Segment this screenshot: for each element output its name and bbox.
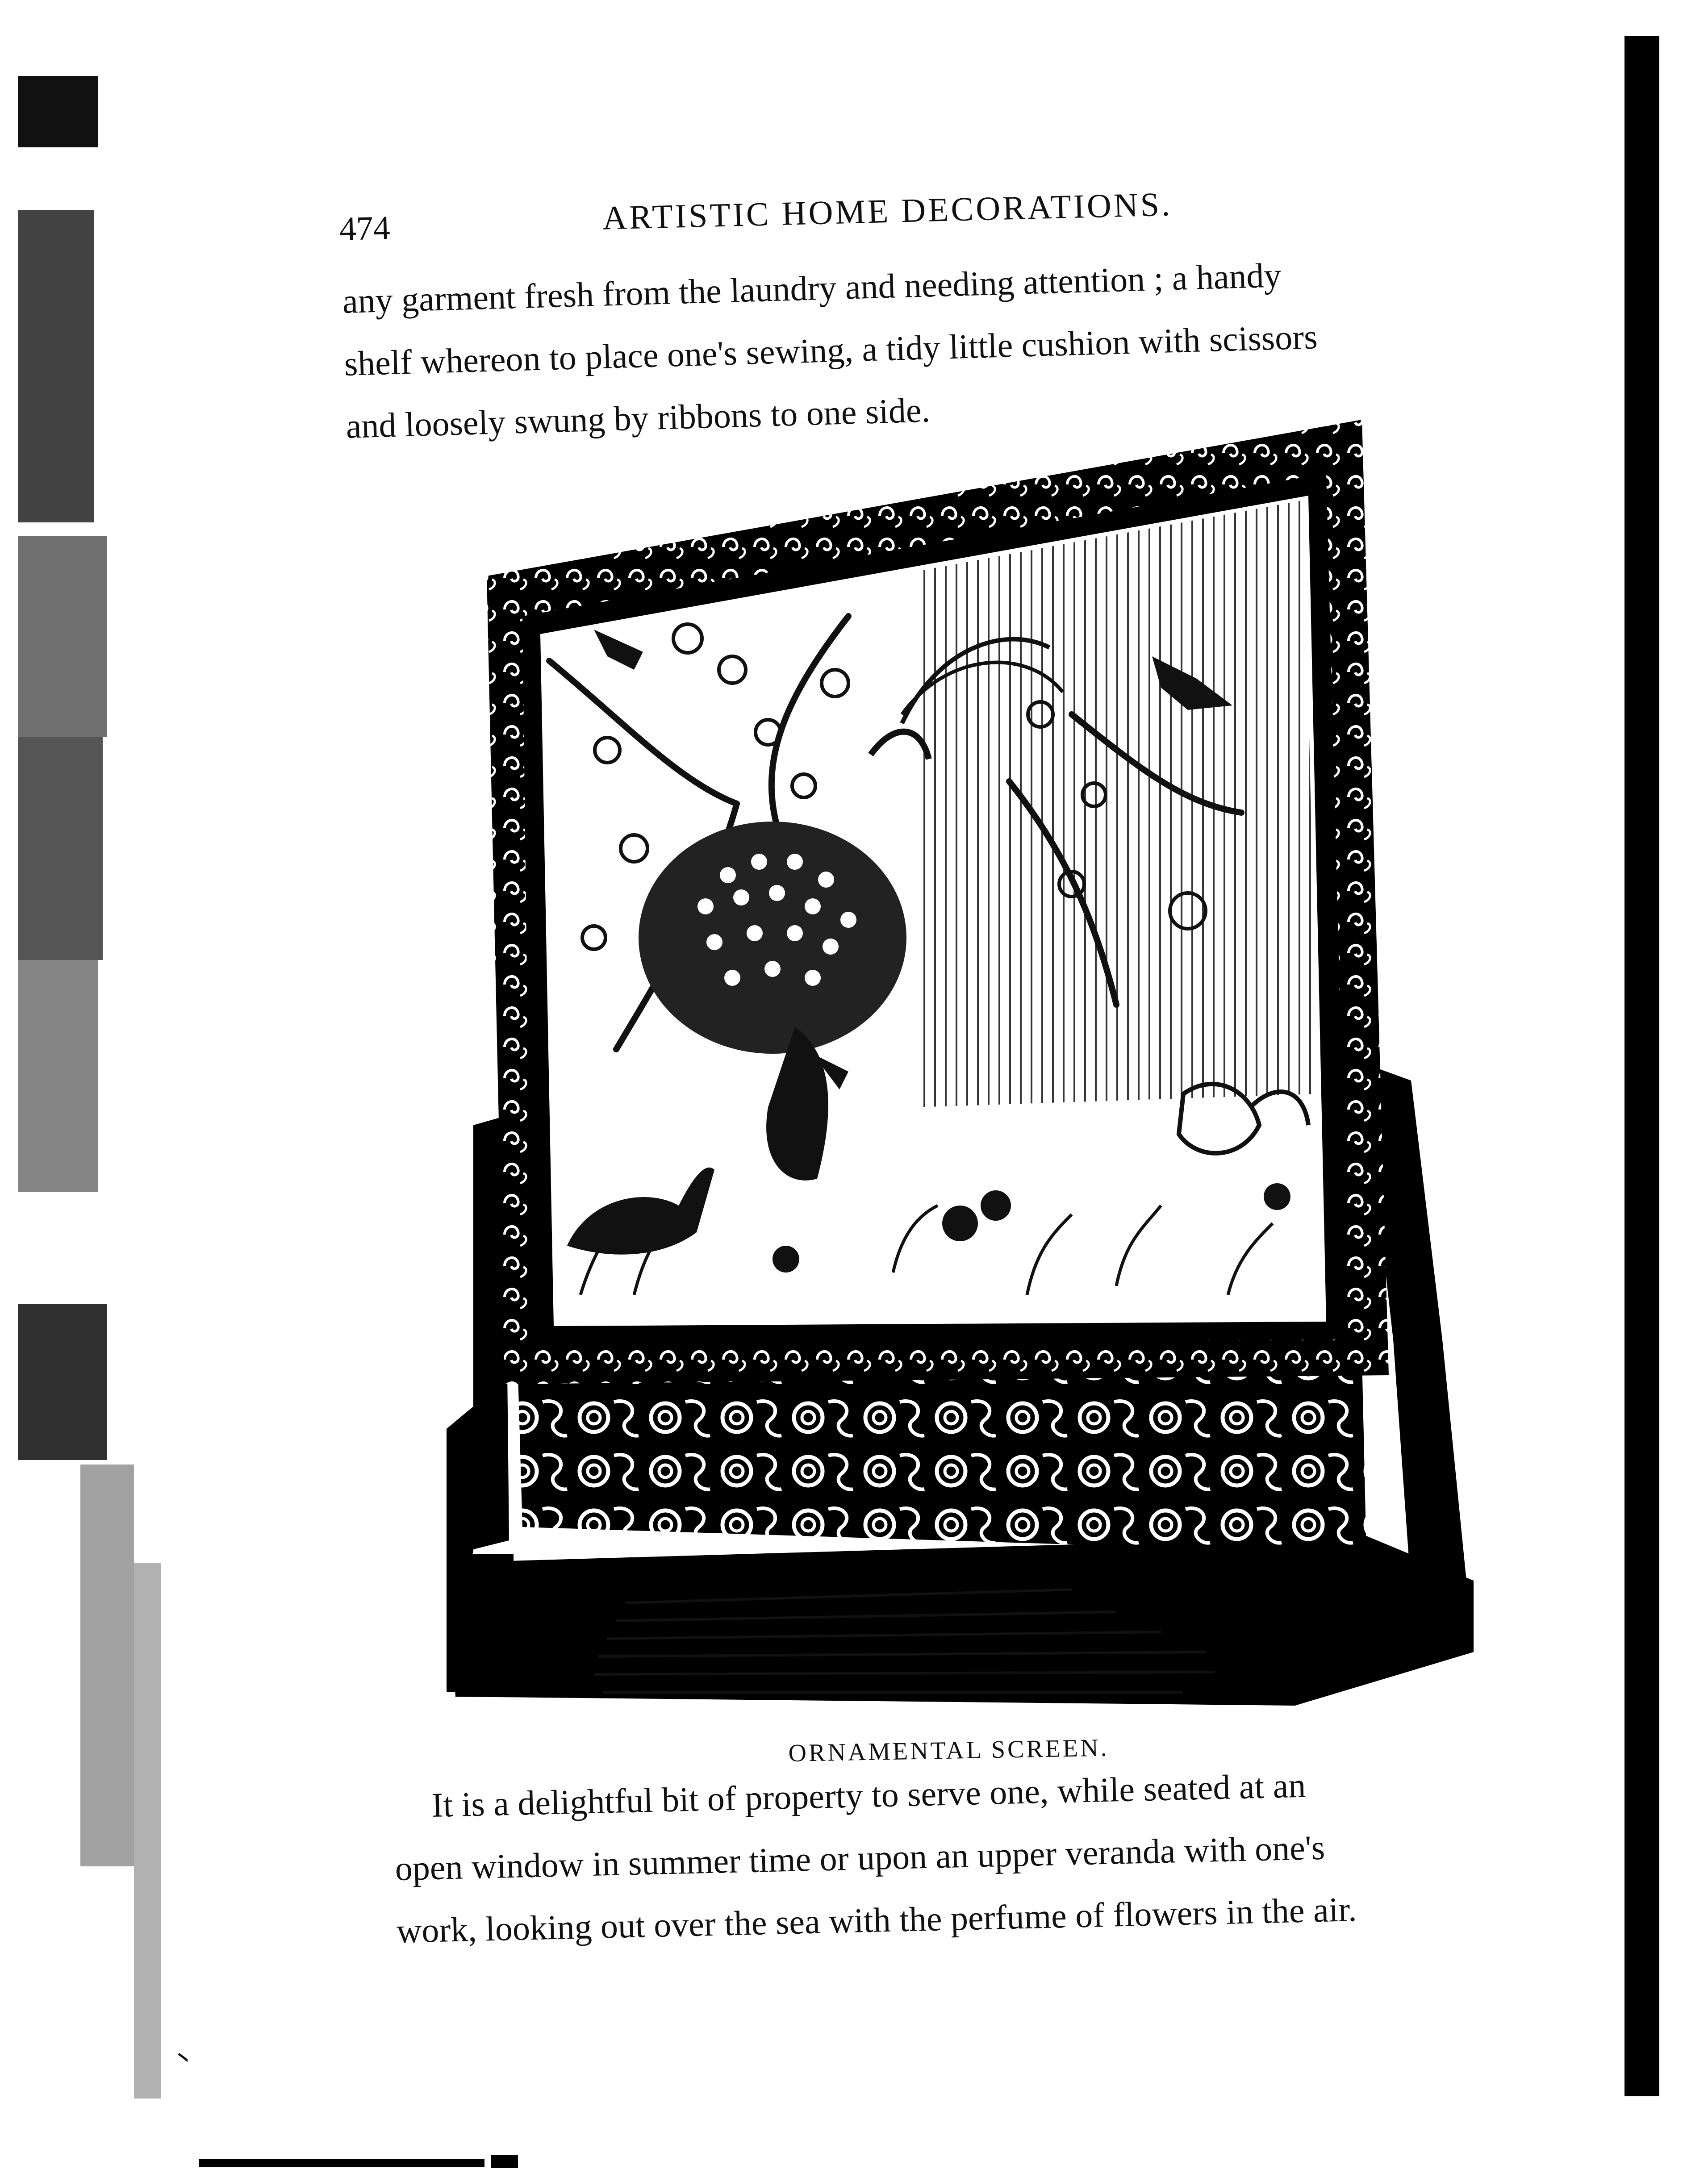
figure-caption: ORNAMENTAL SCREEN. <box>788 1734 1110 1767</box>
running-head: ARTISTIC HOME DECORATIONS. <box>602 185 1173 237</box>
paragraph-line: open window in summer time or upon an upper veranda with one's <box>394 1828 1325 1888</box>
bottom-paragraph <box>393 1748 1558 1962</box>
paragraph-line: work, looking out over the sea with the perfume of flowers in the air. <box>396 1890 1357 1950</box>
paragraph-line: any garment fresh from the laundry and needing attention ; a handy <box>342 255 1282 321</box>
paragraph-line: shelf whereon to place one's sewing, a tidy little cushion with scissors <box>343 317 1318 383</box>
page-number: 474 <box>338 209 391 248</box>
paragraph-line: and loosely swung by ribbons to one side. <box>345 390 931 446</box>
paragraph-line: It is a delightful bit of property to serve one, while seated at an <box>431 1765 1307 1825</box>
